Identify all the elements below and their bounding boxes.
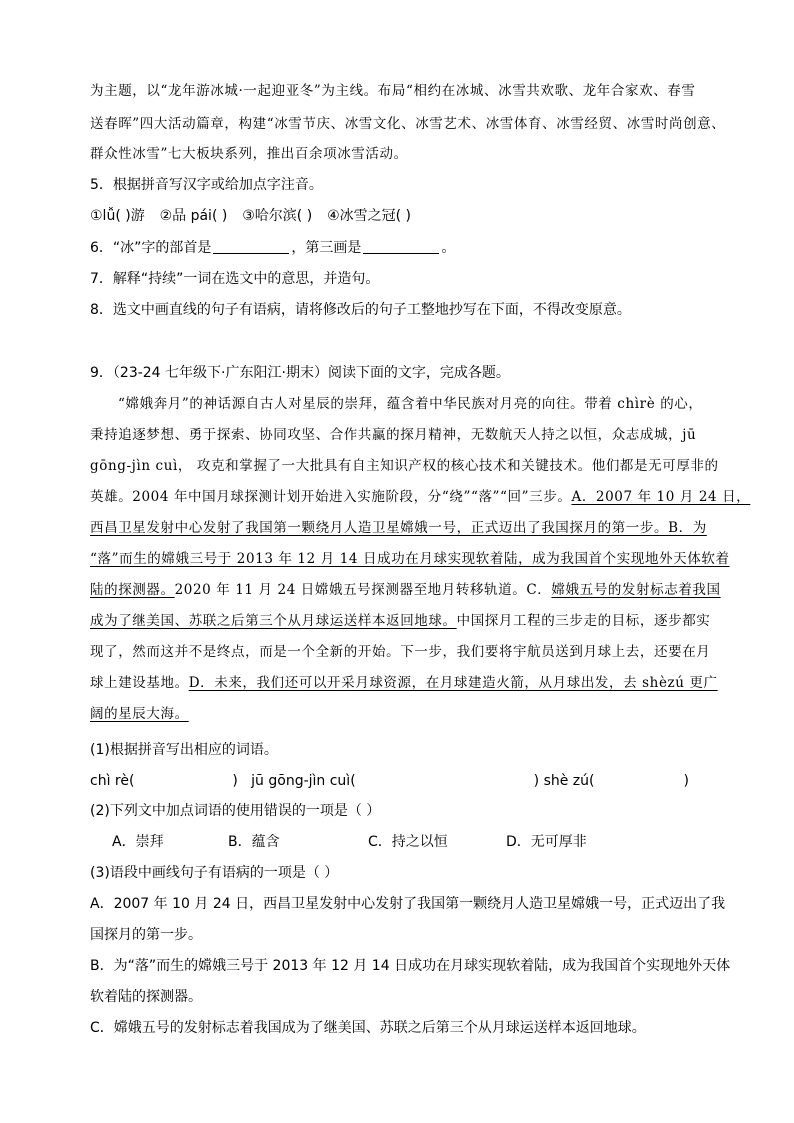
- passage-text: 中国探月工程的三步走的目标，逐步都实: [456, 613, 711, 629]
- passage-line: gōng-jìn cuì， 攻克和掌握了一大批具有自主知识产权的核心技术和关键技术。他们都是无可厚非的: [90, 458, 719, 474]
- answer-blank[interactable]: [213, 239, 289, 254]
- underlined-sentence: “落”而生的嫦娥三号于 2013 年 12 月 14 日成功在月球实现软着陆，成为我国首个实现地外天体软着: [90, 551, 730, 567]
- question-9-stem: 9．（23-24 七年级下·广东阳江·期末）阅读下面的文字，完成各题。: [90, 365, 510, 381]
- q5-item: ②品 pái( ): [159, 208, 228, 224]
- underlined-sentence: 西昌卫星发射中心发射了我国第一颗绕月人造卫星嫦娥一号，正式迈出了我国探月的第一步。B．为: [90, 520, 707, 536]
- underlined-sentence: 陆的探测器。: [90, 582, 175, 598]
- option-d[interactable]: D．无可厚非: [506, 834, 587, 850]
- underlined-sentence: 阔的星辰大海。: [90, 706, 189, 722]
- underlined-sentence: A．2007 年 10 月 24 日，: [571, 489, 751, 505]
- passage-line: 群众性冰雪”七大板块系列，推出百余项冰雪活动。: [90, 146, 408, 162]
- option-a[interactable]: A．崇拜: [112, 834, 164, 850]
- sub-question-2-stem: (2)下列文中加点词语的使用错误的一项是（ ）: [90, 803, 381, 819]
- option-a-line[interactable]: 国探月的第一步。: [90, 927, 202, 943]
- question-6: [90, 237, 455, 259]
- question-5-items: [90, 205, 411, 227]
- passage-line: [90, 579, 721, 601]
- passage-line: 现了，然而这并不是终点，而是一个全新的开始。下一步，我们要将宇航员送到月球上去，还要在月: [90, 644, 711, 660]
- question-8: 8．选文中画直线的句子有语病，请将修改后的句子工整地抄写在下面，不得改变原意。: [90, 302, 631, 318]
- passage-line: “嫦娥奔月”的神话源自古人对星辰的崇拜，蕴含着中华民族对月亮的向往。带着 chìrè 的心，: [118, 396, 703, 412]
- option-c[interactable]: C．持之以恒: [368, 834, 448, 850]
- option-b-line[interactable]: 软着陆的探测器。: [90, 989, 202, 1005]
- underlined-sentence: 嫦娥五号的发射标志着我国: [551, 582, 721, 598]
- passage-line: [90, 672, 718, 694]
- option-b-line[interactable]: B．为“落”而生的嫦娥三号于 2013 年 12 月 14 日成功在月球实现软着陆，成为我国首个实现地外天体: [90, 958, 731, 974]
- sub-question-1-answers: chì rè( ) jū gōng-jìn cuì( ) shè zú( ): [90, 773, 689, 789]
- q5-item: ④冰雪之冠( ): [327, 208, 412, 224]
- underlined-sentence: D．未来，我们还可以开采月球资源，在月球建造火箭，从月球出发，去 shèzú 更广: [188, 675, 718, 691]
- q6-text: 。: [441, 240, 456, 256]
- passage-line: [90, 486, 750, 508]
- sub-question-3-stem: (3)语段中画线句子有语病的一项是（ ）: [90, 865, 339, 881]
- q5-item: ③哈尔滨( ): [242, 208, 313, 224]
- passage-line: 为主题，以“龙年游冰城·一起迎亚冬”为主线。布局“相约在冰城、冰雪共欢歌、龙年合家欢、春雪: [90, 83, 696, 99]
- question-5-stem: 5．根据拼音写汉字或给加点字注音。: [90, 177, 323, 193]
- answer-blank[interactable]: [363, 239, 439, 254]
- passage-line: 送春晖”四大活动篇章，构建“冰雪节庆、冰雪文化、冰雪艺术、冰雪体育、冰雪经贸、冰雪时尚创意、: [90, 116, 726, 132]
- question-7: 7．解释“持续”一词在选文中的意思，并造句。: [90, 271, 380, 287]
- passage-text: 球上建设基地。: [90, 675, 189, 691]
- underlined-sentence: 成为了继美国、苏联之后第三个从月球运送样本返回地球。: [90, 613, 457, 629]
- passage-line: [90, 610, 710, 632]
- passage-line: 秉持追逐梦想、勇于探索、协同攻坚、合作共赢的探月精神，无数航天人持之以恒，众志成城，jū: [90, 427, 697, 443]
- q6-text: ，第三画是: [291, 240, 362, 256]
- passage-text: 2020 年 11 月 24 日嫦娥五号探测器至地月转移轨道。C．: [174, 582, 552, 598]
- option-c-line[interactable]: C．嫦娥五号的发射标志着我国成为了继美国、苏联之后第三个从月球运送样本返回地球。: [90, 1020, 646, 1036]
- passage-text: 英雄。2004 年中国月球探测计划开始进入实施阶段，分“绕”“落”“回”三步。: [90, 489, 572, 505]
- q5-item: ①lǚ( )游: [90, 208, 145, 224]
- sub-question-1-stem: (1)根据拼音写出相应的词语。: [90, 742, 278, 758]
- option-a-line[interactable]: A．2007 年 10 月 24 日，西昌卫星发射中心发射了我国第一颗绕月人造卫星嫦娥一号，正式迈出了我: [90, 896, 726, 912]
- option-b[interactable]: B．蕴含: [228, 834, 280, 850]
- q6-text: 6．“冰”字的部首是: [90, 240, 212, 256]
